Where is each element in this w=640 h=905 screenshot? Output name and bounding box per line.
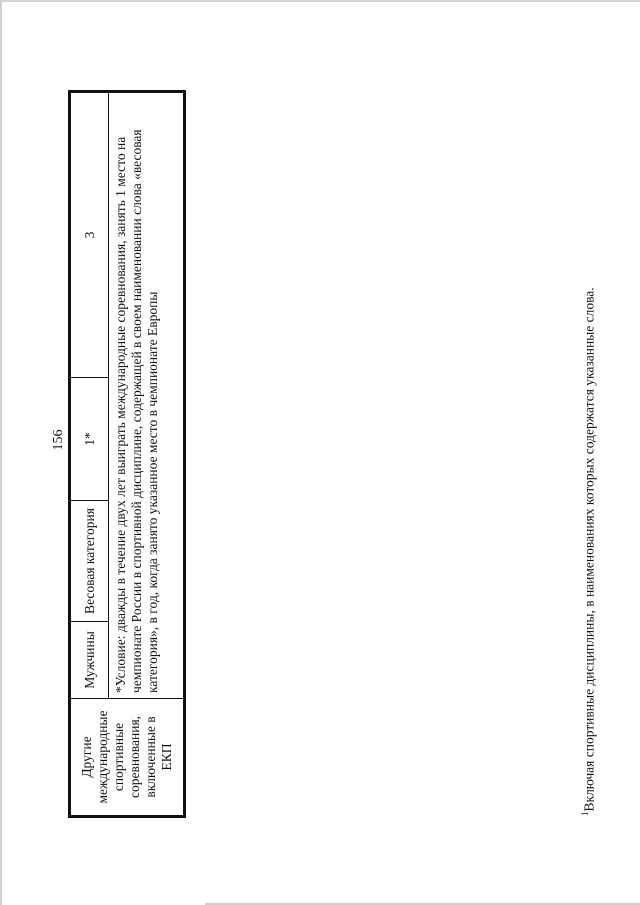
footnote (580, 287, 598, 816)
footnote-text: Включая спортивные дисциплины, в наименованиях которых содержатся указанные слова. (581, 287, 597, 812)
scan-edge-top (0, 0, 640, 2)
rotated-page-content (50, 60, 610, 850)
table-row (70, 92, 109, 817)
scan-edge-left (0, 0, 2, 905)
competition-cell: Другие международные спортивные соревнования, включенные в ЕКП (70, 699, 185, 817)
place-cell: 1* (70, 378, 109, 501)
footnote-marker: 1 (580, 811, 590, 816)
gender-cell: Мужчины (70, 622, 109, 699)
condition-note: *Условие: дважды в течение двух лет выиграть международные соревнования, занять 1 место на чемпионате России в спортивной дисциплине, содержащей в своем наименовании слова «весовая категория», в год, когда занято указанное место в чемпионате Европы (109, 92, 185, 699)
category-cell: Весовая категория (70, 501, 109, 622)
requirements-table (68, 90, 186, 818)
page-number: 156 (51, 429, 66, 451)
age-group-cell: 3 (70, 92, 109, 378)
